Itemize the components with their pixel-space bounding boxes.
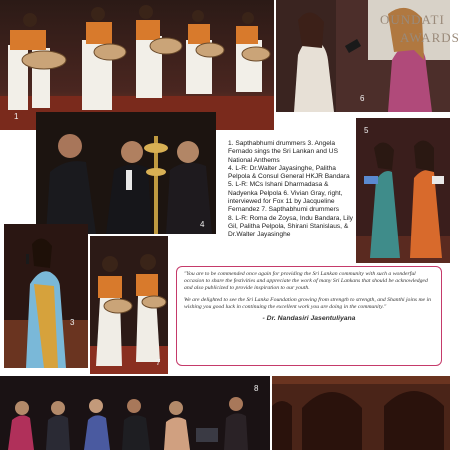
photo-singer (4, 224, 88, 368)
photo-number-8: 8 (254, 384, 259, 393)
photo-singer-image (4, 224, 88, 368)
photo-lamp-lighting (36, 112, 216, 234)
quote-paragraph-1: "You are to be commended once again for providing the Sri Lankan community with such a wonderful occasion to share the festivities and appreciate the work of many Sri Lankans that should be acknowledged and also publicized to provide inspiration to our youth. (184, 271, 428, 292)
photo-mcs (356, 118, 450, 263)
photo-drummers-top (0, 0, 274, 130)
caption-line-3: 5. L-R: MCs Ishani Dharmadasa & Nadyenka Pelpola 6. Vivian Gray, right, interviewed for Fox 11 by Jacqueline Fernandez 7. Sapthabhumi drummers (228, 181, 343, 214)
quote-box (176, 266, 442, 366)
quote-paragraph-2: We are delighted to see the Sri Lanka Foundation growing from strength to strength, and Shanthi joins me in wishing you good luck in continuing the excellent work you are doing in the community." (184, 296, 431, 310)
photo-group-image (0, 376, 270, 450)
photo-number-4: 4 (200, 220, 205, 229)
photo-mcs-image (356, 118, 450, 263)
photo-group (0, 376, 270, 450)
photo-drummers-middle-image (90, 236, 168, 374)
backdrop-awards-text: AWARDS (400, 30, 460, 45)
photo-number-3: 3 (70, 318, 75, 327)
caption-line-4: 8. L-R: Roma de Zoysa, Indu Bandara, Lily Gil, Palitha Pelpola, Shirani Stanislaus, & Dr.Walter Jayasinghe (228, 214, 353, 239)
photo-number-6: 6 (360, 94, 365, 103)
photo-drummers-top-image (0, 0, 274, 130)
quote-signature: - Dr. Nandasiri Jasentuliyana (262, 315, 356, 323)
photo-lamp-lighting-image (36, 112, 216, 234)
caption-line-2: 4. L-R: Dr.Walter Jayasinghe, Palitha Pelpola & Consul General HKJR Bandara (228, 164, 350, 181)
caption-line-1: 1. Sapthabhumi drummers 3. Angela Fernado sings the Sri Lankan and US National Anthems (228, 140, 338, 164)
photo-interview (276, 0, 460, 112)
photo-number-1: 1 (14, 112, 19, 121)
photo-number-7: 7 (156, 358, 161, 367)
backdrop-foundation-text: OUNDATI (380, 12, 445, 27)
photo-stage (272, 376, 450, 450)
photo-captions (228, 140, 358, 240)
photo-number-5: 5 (364, 126, 369, 135)
photo-drummers-middle (90, 236, 168, 374)
photo-stage-image (272, 376, 450, 450)
